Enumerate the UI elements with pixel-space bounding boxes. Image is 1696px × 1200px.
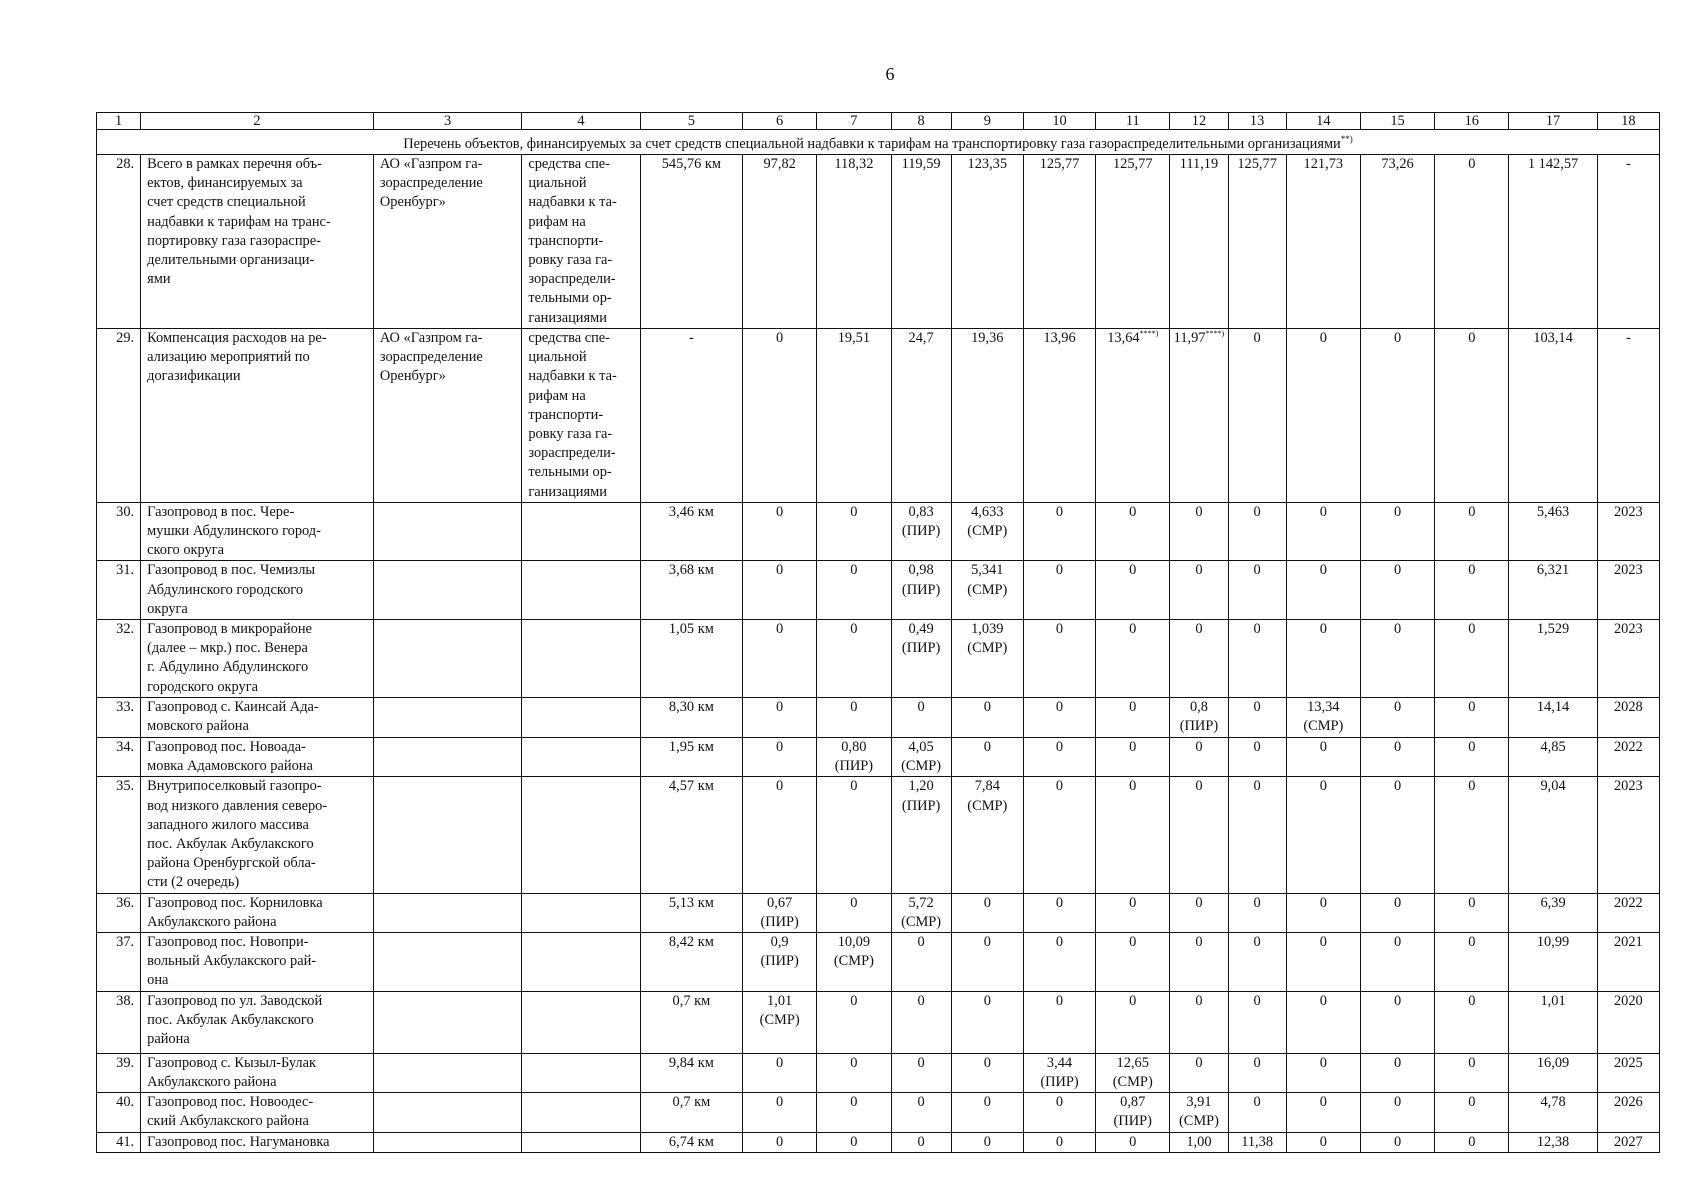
value-col-17: 4,85 — [1509, 738, 1597, 777]
row-number: 28. — [97, 155, 141, 329]
row-number: 33. — [97, 698, 141, 738]
value-col-7: 0 — [817, 1053, 891, 1092]
value-col-6: 0 — [743, 620, 817, 698]
table-row — [97, 1132, 1660, 1152]
value-col-16: 0 — [1435, 561, 1509, 620]
value-col-17: 1,529 — [1509, 620, 1597, 698]
table-row — [97, 1093, 1660, 1132]
column-number-18: 18 — [1597, 113, 1659, 130]
value-col-14: 0 — [1286, 561, 1360, 620]
value-col-10: 13,96 — [1023, 329, 1095, 503]
value-col-8: 0 — [891, 933, 951, 992]
value-col-14: 0 — [1286, 991, 1360, 1053]
value-col-6: 0 — [743, 502, 817, 561]
table-row — [97, 698, 1660, 738]
value-col-13: 0 — [1228, 738, 1286, 777]
column-number-16: 16 — [1435, 113, 1509, 130]
value-col-13: 0 — [1228, 561, 1286, 620]
value-col-17: 16,09 — [1509, 1053, 1597, 1092]
organization — [373, 1053, 521, 1092]
value-col-9: 0 — [951, 1093, 1023, 1132]
value-col-8: 0 — [891, 1053, 951, 1092]
column-number-6: 6 — [743, 113, 817, 130]
value-col-17: 5,463 — [1509, 502, 1597, 561]
value-col-18: 2028 — [1597, 698, 1659, 738]
value-col-10: 125,77 — [1023, 155, 1095, 329]
value-col-14: 0 — [1286, 502, 1360, 561]
column-number-15: 15 — [1360, 113, 1434, 130]
value-col-18: - — [1597, 155, 1659, 329]
value-col-17: 10,99 — [1509, 933, 1597, 992]
value-col-7: 0 — [817, 698, 891, 738]
organization — [373, 561, 521, 620]
table-row — [97, 329, 1660, 503]
value-col-10: 0 — [1023, 1132, 1095, 1152]
length: 545,76 км — [640, 155, 742, 329]
value-col-15: 0 — [1360, 561, 1434, 620]
value-col-12: 0,8 (ПИР) — [1170, 698, 1228, 738]
value-col-10: 0 — [1023, 561, 1095, 620]
length: 8,30 км — [640, 698, 742, 738]
value-col-11: 0 — [1096, 991, 1170, 1053]
value-col-16: 0 — [1435, 933, 1509, 992]
table-row — [97, 620, 1660, 698]
value-col-14: 13,34 (СМР) — [1286, 698, 1360, 738]
organization — [373, 1132, 521, 1152]
organization — [373, 738, 521, 777]
value-col-18: 2022 — [1597, 738, 1659, 777]
column-number-12: 12 — [1170, 113, 1228, 130]
value-col-8: 4,05 (СМР) — [891, 738, 951, 777]
table-row — [97, 502, 1660, 561]
value-col-8: 119,59 — [891, 155, 951, 329]
table-row — [97, 561, 1660, 620]
object-name: Газопровод с. Кызыл-Булак Акбулакского района — [141, 1053, 374, 1092]
value-col-6: 0 — [743, 561, 817, 620]
value-col-11: 0 — [1096, 933, 1170, 992]
row-number: 41. — [97, 1132, 141, 1152]
funding-source — [522, 738, 640, 777]
value-col-8: 0 — [891, 698, 951, 738]
length: 4,57 км — [640, 777, 742, 893]
page-number: 6 — [885, 64, 895, 84]
organization: АО «Газпром га- зораспределение Оренбург» — [373, 155, 521, 329]
value-col-7: 19,51 — [817, 329, 891, 503]
value-col-14: 0 — [1286, 777, 1360, 893]
value-col-12: 3,91 (СМР) — [1170, 1093, 1228, 1132]
value-col-16: 0 — [1435, 1053, 1509, 1092]
value-col-12: 11,97****) — [1170, 329, 1228, 503]
value-col-16: 0 — [1435, 1093, 1509, 1132]
column-number-4: 4 — [522, 113, 640, 130]
value-col-9: 123,35 — [951, 155, 1023, 329]
section-caption-row — [97, 130, 1660, 155]
value-col-6: 0 — [743, 1053, 817, 1092]
value-col-10: 0 — [1023, 777, 1095, 893]
value-col-11: 12,65 (СМР) — [1096, 1053, 1170, 1092]
funding-source — [522, 777, 640, 893]
value-col-14: 0 — [1286, 933, 1360, 992]
value-col-7: 0 — [817, 620, 891, 698]
object-name: Газопровод пос. Новоодес- ский Акбулакского района — [141, 1093, 374, 1132]
value-col-17: 6,321 — [1509, 561, 1597, 620]
organization — [373, 777, 521, 893]
value-col-10: 0 — [1023, 1093, 1095, 1132]
value-col-16: 0 — [1435, 502, 1509, 561]
value-col-11: 0 — [1096, 738, 1170, 777]
value-col-12: 0 — [1170, 777, 1228, 893]
value-col-12: 0 — [1170, 1053, 1228, 1092]
value-col-12: 0 — [1170, 933, 1228, 992]
value-col-8: 0 — [891, 1093, 951, 1132]
value-col-14: 0 — [1286, 738, 1360, 777]
value-col-13: 0 — [1228, 620, 1286, 698]
column-number-row — [97, 113, 1660, 130]
funding-source: средства спе- циальной надбавки к та- рифам на транспорти- ровку газа га- зораспредели- тельными ор- ганизациями — [522, 155, 640, 329]
value-col-18: 2023 — [1597, 620, 1659, 698]
row-number: 34. — [97, 738, 141, 777]
length: 0,7 км — [640, 1093, 742, 1132]
value-col-6: 97,82 — [743, 155, 817, 329]
value-col-8: 0,49 (ПИР) — [891, 620, 951, 698]
value-col-15: 0 — [1360, 991, 1434, 1053]
length: - — [640, 329, 742, 503]
value-col-12: 0 — [1170, 620, 1228, 698]
value-col-15: 0 — [1360, 893, 1434, 932]
funding-source — [522, 561, 640, 620]
value-col-11: 0 — [1096, 561, 1170, 620]
value-col-16: 0 — [1435, 893, 1509, 932]
value-col-7: 0 — [817, 1093, 891, 1132]
value-col-18: 2021 — [1597, 933, 1659, 992]
value-col-17: 12,38 — [1509, 1132, 1597, 1152]
length: 0,7 км — [640, 991, 742, 1053]
value-col-11: 125,77 — [1096, 155, 1170, 329]
value-col-12: 1,00 — [1170, 1132, 1228, 1152]
object-name: Газопровод по ул. Заводской пос. Акбулак Акбулакского района — [141, 991, 374, 1053]
value-col-11: 0 — [1096, 620, 1170, 698]
row-number: 32. — [97, 620, 141, 698]
value-col-8: 0,98 (ПИР) — [891, 561, 951, 620]
organization — [373, 893, 521, 932]
funding-source — [522, 991, 640, 1053]
value-col-7: 0 — [817, 502, 891, 561]
value-col-9: 0 — [951, 1132, 1023, 1152]
value-col-6: 0 — [743, 777, 817, 893]
value-col-18: - — [1597, 329, 1659, 503]
organization — [373, 502, 521, 561]
value-col-6: 1,01 (СМР) — [743, 991, 817, 1053]
value-col-17: 4,78 — [1509, 1093, 1597, 1132]
value-col-8: 0,83 (ПИР) — [891, 502, 951, 561]
value-col-9: 5,341 (СМР) — [951, 561, 1023, 620]
value-col-14: 0 — [1286, 1093, 1360, 1132]
value-col-13: 0 — [1228, 893, 1286, 932]
value-col-15: 0 — [1360, 620, 1434, 698]
value-col-17: 103,14 — [1509, 329, 1597, 503]
length: 3,68 км — [640, 561, 742, 620]
table-row — [97, 777, 1660, 893]
value-col-13: 0 — [1228, 1093, 1286, 1132]
funding-source — [522, 933, 640, 992]
funding-source — [522, 1053, 640, 1092]
object-name: Внутрипоселковый газопро- вод низкого давления северо- западного жилого массива пос. Акбулак Акбулакского района Оренбургской обла- сти (2 очередь) — [141, 777, 374, 893]
value-col-18: 2022 — [1597, 893, 1659, 932]
value-col-18: 2027 — [1597, 1132, 1659, 1152]
section-caption — [97, 130, 1660, 155]
value-col-7: 118,32 — [817, 155, 891, 329]
length: 5,13 км — [640, 893, 742, 932]
organization — [373, 991, 521, 1053]
value-col-15: 0 — [1360, 502, 1434, 561]
value-col-7: 10,09 (СМР) — [817, 933, 891, 992]
value-col-16: 0 — [1435, 698, 1509, 738]
value-col-16: 0 — [1435, 991, 1509, 1053]
value-col-15: 0 — [1360, 933, 1434, 992]
object-name: Всего в рамках перечня объ- ектов, финансируемых за счет средств специальной надбавки к тарифам на транс- портировку газа газораспре- делительными организаци- ями — [141, 155, 374, 329]
value-col-12: 0 — [1170, 561, 1228, 620]
value-col-17: 1 142,57 — [1509, 155, 1597, 329]
value-col-11: 0 — [1096, 1132, 1170, 1152]
value-col-13: 0 — [1228, 933, 1286, 992]
value-col-14: 0 — [1286, 893, 1360, 932]
value-col-16: 0 — [1435, 155, 1509, 329]
value-col-16: 0 — [1435, 329, 1509, 503]
row-number: 38. — [97, 991, 141, 1053]
value-col-11: 0 — [1096, 893, 1170, 932]
row-number: 36. — [97, 893, 141, 932]
value-col-16: 0 — [1435, 777, 1509, 893]
length: 8,42 км — [640, 933, 742, 992]
value-col-17: 1,01 — [1509, 991, 1597, 1053]
value-col-11: 0 — [1096, 698, 1170, 738]
value-col-15: 0 — [1360, 1093, 1434, 1132]
value-col-6: 0 — [743, 329, 817, 503]
value-col-15: 0 — [1360, 1053, 1434, 1092]
value-col-10: 0 — [1023, 620, 1095, 698]
column-number-7: 7 — [817, 113, 891, 130]
column-number-11: 11 — [1096, 113, 1170, 130]
value-col-7: 0 — [817, 1132, 891, 1152]
value-col-10: 0 — [1023, 738, 1095, 777]
financing-table — [96, 112, 1660, 1153]
section-caption-footnote-mark: **) — [1340, 134, 1353, 144]
value-col-16: 0 — [1435, 1132, 1509, 1152]
object-name: Газопровод пос. Корниловка Акбулакского района — [141, 893, 374, 932]
value-col-13: 0 — [1228, 502, 1286, 561]
value-col-8: 24,7 — [891, 329, 951, 503]
value-col-10: 0 — [1023, 991, 1095, 1053]
value-col-14: 0 — [1286, 620, 1360, 698]
value-col-6: 0,67 (ПИР) — [743, 893, 817, 932]
value-col-13: 0 — [1228, 1053, 1286, 1092]
value-col-11: 0 — [1096, 502, 1170, 561]
value-col-9: 1,039 (СМР) — [951, 620, 1023, 698]
value-col-16: 0 — [1435, 738, 1509, 777]
value-col-13: 0 — [1228, 329, 1286, 503]
table-row — [97, 155, 1660, 329]
value-col-11: 0 — [1096, 777, 1170, 893]
value-col-18: 2023 — [1597, 777, 1659, 893]
value-col-10: 0 — [1023, 698, 1095, 738]
object-name: Газопровод в пос. Чере- мушки Абдулинского город- ского округа — [141, 502, 374, 561]
value-col-10: 0 — [1023, 502, 1095, 561]
value-col-8: 0 — [891, 991, 951, 1053]
value-col-6: 0 — [743, 698, 817, 738]
object-name: Газопровод с. Каинсай Ада- мовского района — [141, 698, 374, 738]
object-name: Газопровод пос. Нагумановка — [141, 1132, 374, 1152]
funding-source — [522, 620, 640, 698]
column-number-14: 14 — [1286, 113, 1360, 130]
value-col-7: 0,80 (ПИР) — [817, 738, 891, 777]
value-col-14: 0 — [1286, 1053, 1360, 1092]
value-col-16: 0 — [1435, 620, 1509, 698]
value-col-12: 0 — [1170, 738, 1228, 777]
funding-source — [522, 893, 640, 932]
row-number: 35. — [97, 777, 141, 893]
length: 1,95 км — [640, 738, 742, 777]
row-number: 29. — [97, 329, 141, 503]
organization: АО «Газпром га- зораспределение Оренбург» — [373, 329, 521, 503]
value-col-8: 1,20 (ПИР) — [891, 777, 951, 893]
value-col-6: 0 — [743, 1093, 817, 1132]
value-col-11: 0,87 (ПИР) — [1096, 1093, 1170, 1132]
value-col-13: 11,38 — [1228, 1132, 1286, 1152]
value-col-7: 0 — [817, 991, 891, 1053]
funding-source — [522, 698, 640, 738]
value-col-18: 2025 — [1597, 1053, 1659, 1092]
organization — [373, 698, 521, 738]
value-col-9: 0 — [951, 738, 1023, 777]
length: 9,84 км — [640, 1053, 742, 1092]
value-col-6: 0 — [743, 738, 817, 777]
value-col-10: 0 — [1023, 893, 1095, 932]
value-col-9: 0 — [951, 933, 1023, 992]
value-col-12: 0 — [1170, 502, 1228, 561]
funding-source — [522, 502, 640, 561]
column-number-13: 13 — [1228, 113, 1286, 130]
value-col-15: 0 — [1360, 777, 1434, 893]
value-col-12: 0 — [1170, 893, 1228, 932]
value-col-13: 0 — [1228, 698, 1286, 738]
column-number-1: 1 — [97, 113, 141, 130]
value-col-13: 0 — [1228, 777, 1286, 893]
value-col-15: 0 — [1360, 1132, 1434, 1152]
value-col-9: 0 — [951, 698, 1023, 738]
funding-source — [522, 1132, 640, 1152]
organization — [373, 620, 521, 698]
value-col-9: 7,84 (СМР) — [951, 777, 1023, 893]
value-col-9: 19,36 — [951, 329, 1023, 503]
column-number-8: 8 — [891, 113, 951, 130]
value-col-12: 111,19 — [1170, 155, 1228, 329]
value-col-15: 73,26 — [1360, 155, 1434, 329]
value-col-15: 0 — [1360, 738, 1434, 777]
table-row — [97, 738, 1660, 777]
length: 1,05 км — [640, 620, 742, 698]
value-col-11: 13,64****) — [1096, 329, 1170, 503]
value-col-13: 125,77 — [1228, 155, 1286, 329]
value-col-15: 0 — [1360, 329, 1434, 503]
value-col-9: 0 — [951, 1053, 1023, 1092]
value-col-9: 4,633 (СМР) — [951, 502, 1023, 561]
value-col-17: 6,39 — [1509, 893, 1597, 932]
table-row — [97, 893, 1660, 932]
funding-source: средства спе- циальной надбавки к та- рифам на транспорти- ровку газа га- зораспредели- тельными ор- ганизациями — [522, 329, 640, 503]
value-col-10: 0 — [1023, 933, 1095, 992]
value-col-14: 121,73 — [1286, 155, 1360, 329]
column-number-5: 5 — [640, 113, 742, 130]
value-col-18: 2020 — [1597, 991, 1659, 1053]
value-col-8: 5,72 (СМР) — [891, 893, 951, 932]
length: 3,46 км — [640, 502, 742, 561]
object-name: Компенсация расходов на ре- ализацию мероприятий по догазификации — [141, 329, 374, 503]
value-col-13: 0 — [1228, 991, 1286, 1053]
column-number-9: 9 — [951, 113, 1023, 130]
value-col-17: 9,04 — [1509, 777, 1597, 893]
object-name: Газопровод пос. Новоада- мовка Адамовского района — [141, 738, 374, 777]
row-number: 31. — [97, 561, 141, 620]
table-row — [97, 933, 1660, 992]
funding-source — [522, 1093, 640, 1132]
value-col-18: 2023 — [1597, 502, 1659, 561]
row-number: 39. — [97, 1053, 141, 1092]
value-col-15: 0 — [1360, 698, 1434, 738]
value-col-14: 0 — [1286, 1132, 1360, 1152]
column-number-2: 2 — [141, 113, 374, 130]
row-number: 30. — [97, 502, 141, 561]
object-name: Газопровод в микрорайоне (далее – мкр.) пос. Венера г. Абдулино Абдулинского городского округа — [141, 620, 374, 698]
value-col-10: 3,44 (ПИР) — [1023, 1053, 1095, 1092]
column-number-3: 3 — [373, 113, 521, 130]
value-col-7: 0 — [817, 777, 891, 893]
value-col-18: 2023 — [1597, 561, 1659, 620]
length: 6,74 км — [640, 1132, 742, 1152]
organization — [373, 1093, 521, 1132]
organization — [373, 933, 521, 992]
value-col-14: 0 — [1286, 329, 1360, 503]
value-col-12: 0 — [1170, 991, 1228, 1053]
object-name: Газопровод пос. Новопри- вольный Акбулакского рай- она — [141, 933, 374, 992]
value-col-7: 0 — [817, 893, 891, 932]
value-col-17: 14,14 — [1509, 698, 1597, 738]
row-number: 40. — [97, 1093, 141, 1132]
object-name: Газопровод в пос. Чемизлы Абдулинского городского округа — [141, 561, 374, 620]
value-col-7: 0 — [817, 561, 891, 620]
column-number-17: 17 — [1509, 113, 1597, 130]
value-col-9: 0 — [951, 893, 1023, 932]
section-caption-text: Перечень объектов, финансируемых за счет средств специальной надбавки к тарифам на транспортировку газа газораспределительными организациями — [403, 135, 1341, 152]
value-col-6: 0 — [743, 1132, 817, 1152]
table-row — [97, 1053, 1660, 1092]
table-row — [97, 991, 1660, 1053]
row-number: 37. — [97, 933, 141, 992]
value-col-18: 2026 — [1597, 1093, 1659, 1132]
column-number-10: 10 — [1023, 113, 1095, 130]
value-col-9: 0 — [951, 991, 1023, 1053]
value-col-8: 0 — [891, 1132, 951, 1152]
value-col-6: 0,9 (ПИР) — [743, 933, 817, 992]
